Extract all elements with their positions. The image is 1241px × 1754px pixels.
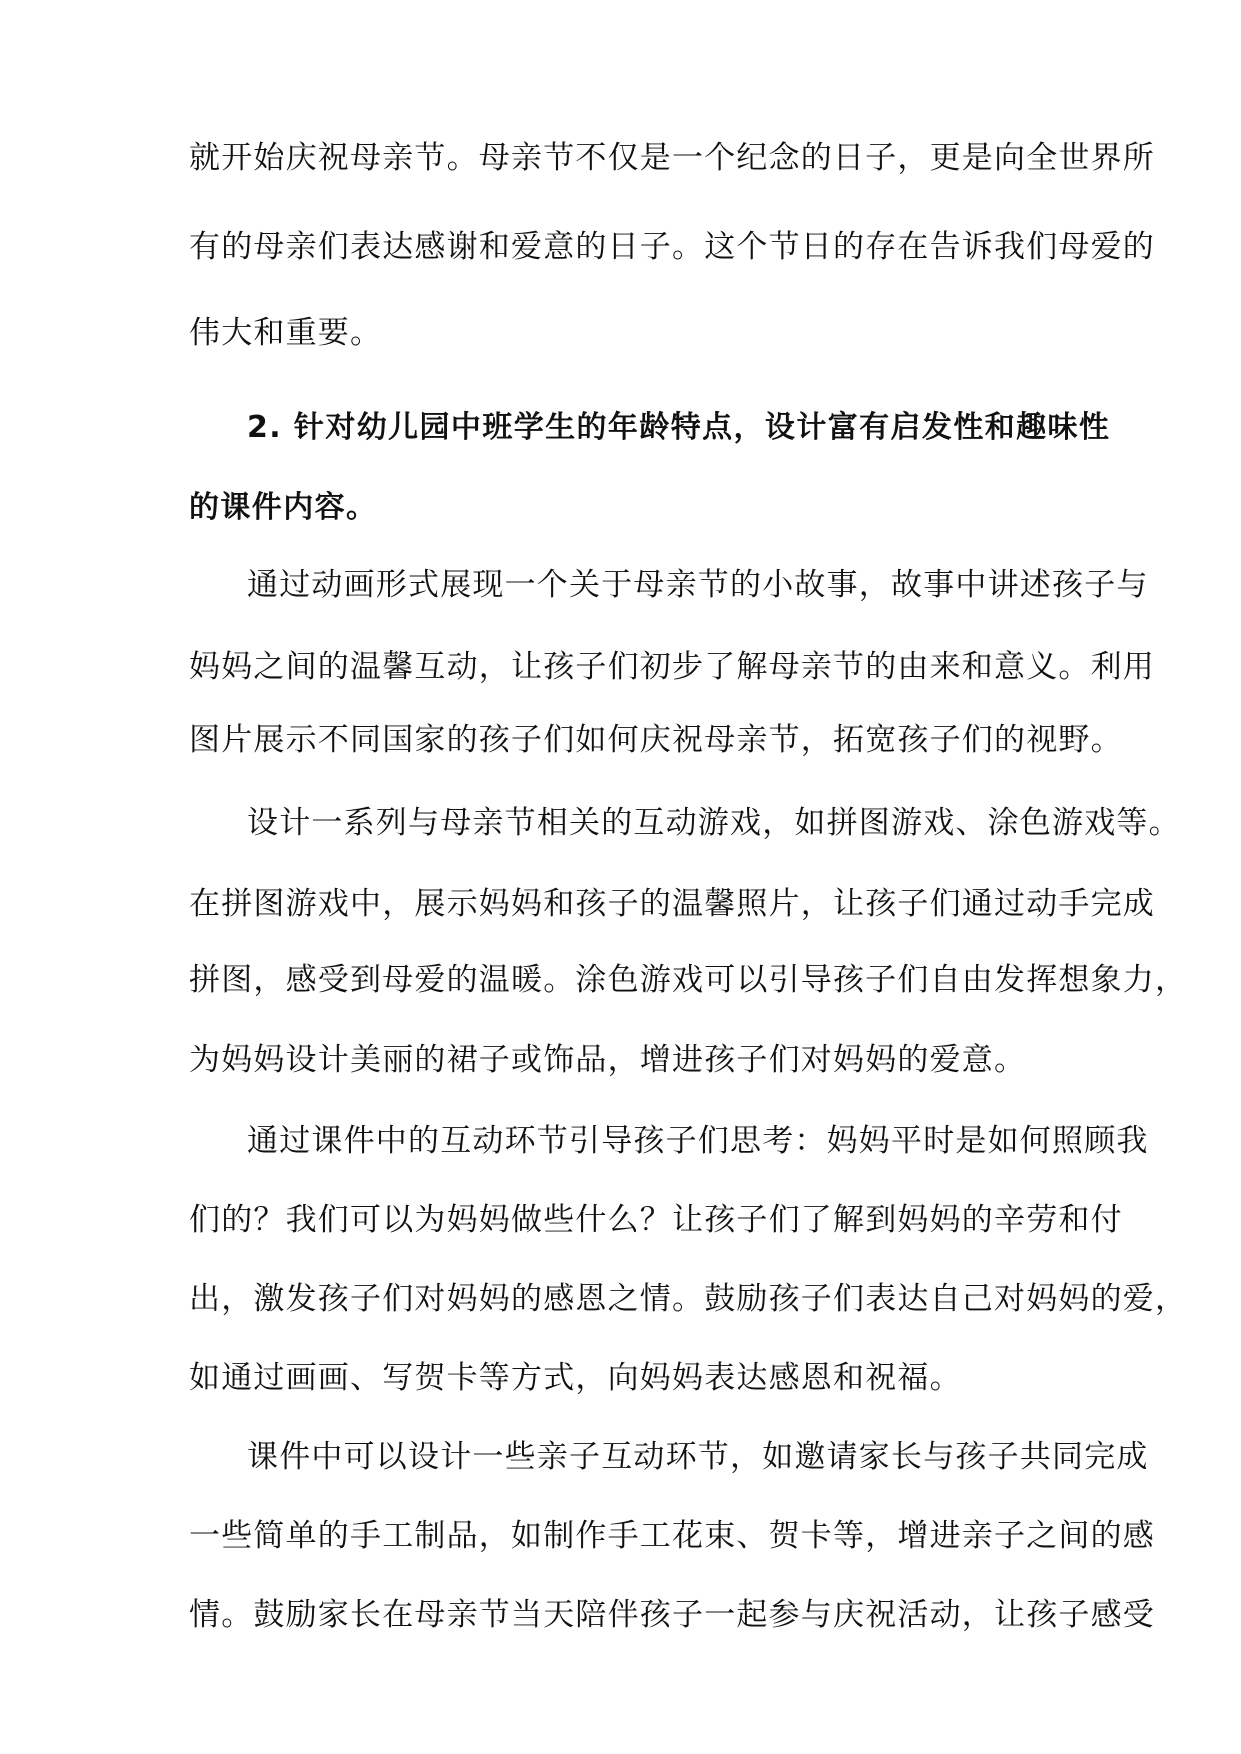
text-line: 有的母亲们表达感谢和爱意的日子。这个节日的存在告诉我们母爱的 bbox=[189, 229, 1155, 265]
text-line: 图片展示不同国家的孩子们如何庆祝母亲节，拓宽孩子们的视野。 bbox=[189, 722, 1123, 758]
text-line: 妈妈之间的温馨互动，让孩子们初步了解母亲节的由来和意义。利用 bbox=[189, 649, 1155, 685]
text-line: 为妈妈设计美丽的裙子或饰品，增进孩子们对妈妈的爱意。 bbox=[189, 1042, 1027, 1078]
text-line: 在拼图游戏中，展示妈妈和孩子的温馨照片，让孩子们通过动手完成 bbox=[189, 886, 1155, 922]
text-line: 们的？我们可以为妈妈做些什么？让孩子们了解到妈妈的辛劳和付 bbox=[189, 1202, 1123, 1238]
text-line: 伟大和重要。 bbox=[189, 315, 383, 351]
text-line: 通过课件中的互动环节引导孩子们思考：妈妈平时是如何照顾我 bbox=[247, 1123, 1149, 1159]
text-line: 就开始庆祝母亲节。母亲节不仅是一个纪念的日子，更是向全世界所 bbox=[189, 140, 1155, 176]
text-line: 拼图，感受到母爱的温暖。涂色游戏可以引导孩子们自由发挥想象力， bbox=[189, 962, 1188, 998]
heading-line: 2. 针对幼儿园中班学生的年龄特点，设计富有启发性和趣味性 bbox=[247, 410, 1111, 445]
text-line: 通过动画形式展现一个关于母亲节的小故事，故事中讲述孩子与 bbox=[247, 567, 1149, 603]
text-line: 课件中可以设计一些亲子互动环节，如邀请家长与孩子共同完成 bbox=[247, 1439, 1149, 1475]
text-line: 一些简单的手工制品，如制作手工花束、贺卡等，增进亲子之间的感 bbox=[189, 1518, 1155, 1554]
text-line: 出，激发孩子们对妈妈的感恩之情。鼓励孩子们表达自己对妈妈的爱， bbox=[189, 1281, 1188, 1317]
text-line: 情。鼓励家长在母亲节当天陪伴孩子一起参与庆祝活动，让孩子感受 bbox=[189, 1597, 1155, 1633]
text-line: 如通过画画、写贺卡等方式，向妈妈表达感恩和祝福。 bbox=[189, 1360, 962, 1396]
text-line: 设计一系列与母亲节相关的互动游戏，如拼图游戏、涂色游戏等。 bbox=[247, 805, 1181, 841]
heading-line: 的课件内容。 bbox=[189, 490, 378, 525]
